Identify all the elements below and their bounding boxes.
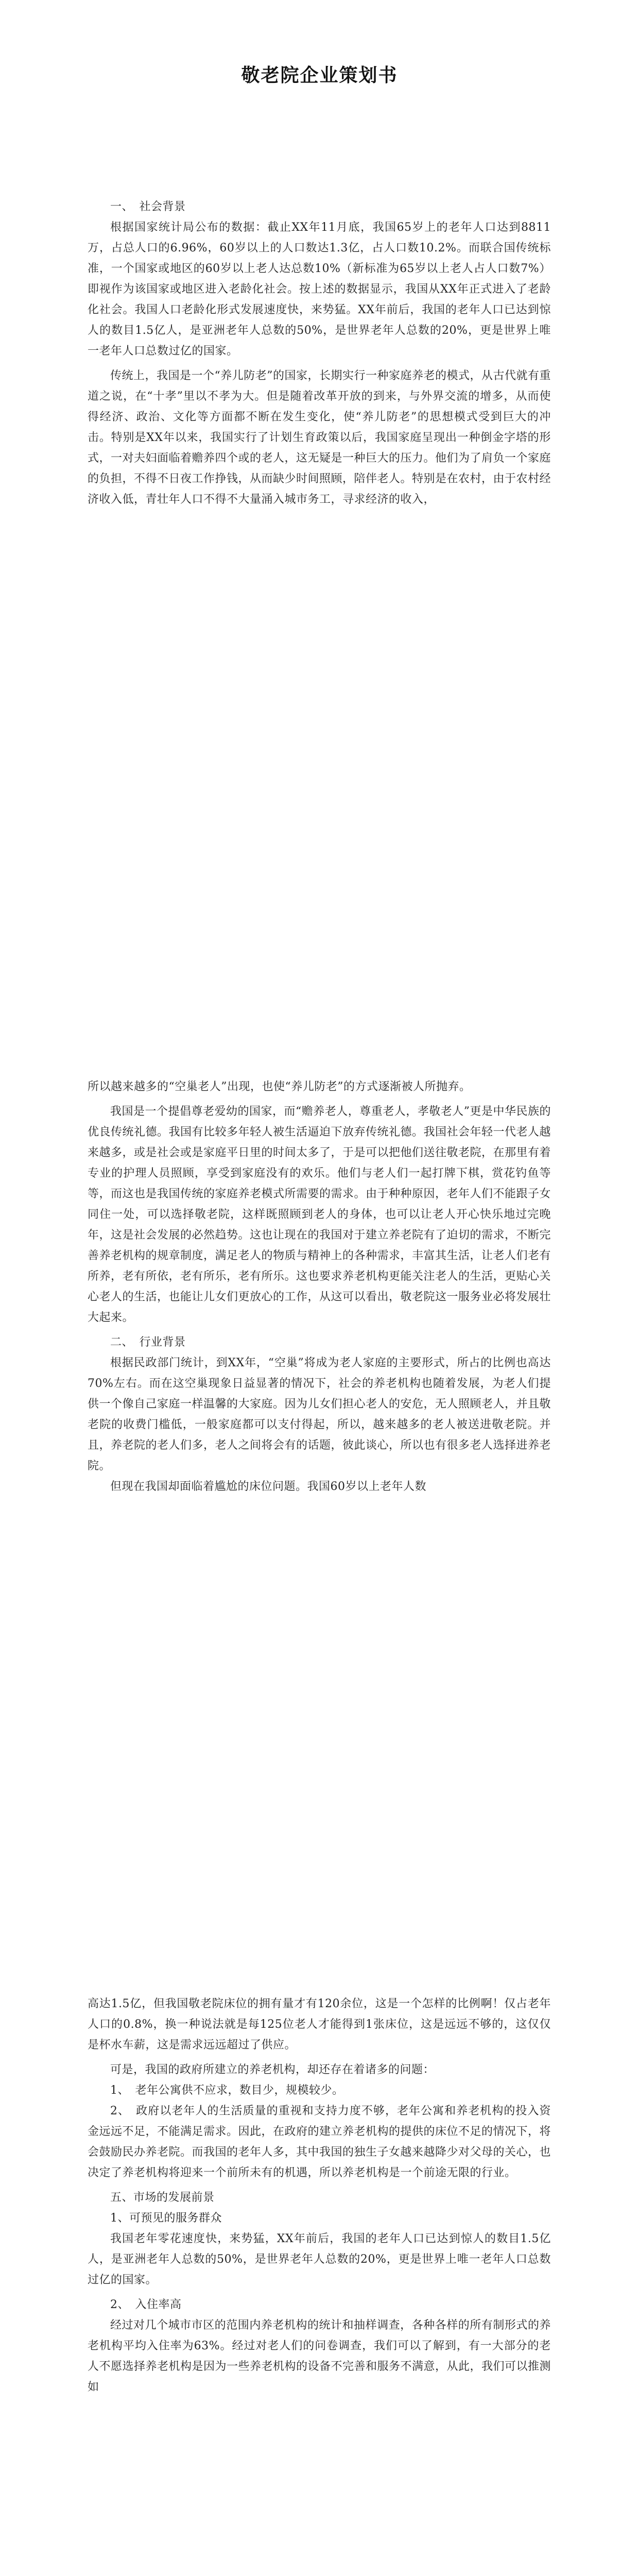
section-heading-market-prospects: 五、市场的发展前景 xyxy=(110,2191,215,2204)
paragraph-respect-elders: 我国是一个提倡尊老爱幼的国家，而“赡养老人，尊重老人，孝敬老人”更是中华民族的优良传统礼德。我国有比较多年轻人被生活逼迫下放弃传统礼德。我国社会年轻一代老人越来越多，或是社会或是家庭平日里的时间太多了，于是可以把他们送往敬老院，在那里有着专业的护理人员照顾，享受到家庭没有的欢乐。他们与老人们一起打牌下棋，赏花钓鱼等等，而这也是我国传统的家庭养老模式所需要的需求。由于种种原因，老年人们不能跟子女同住一处，可以选择敬老院，这样既照顾到老人的身体，也可以让老人开心快乐地过完晚年，这是社会发展的必然趋势。这也让现在的我国对于建立养老院有了迫切的需求，不断完善养老机构的规章制度，满足老人的物质与精神上的各种需求，丰富其生活，让老人们老有所养，老有所依，老有所乐，老有所乐。这也要求养老机构更能关注老人的生活，更贴心关心老人的生活，也能让儿女们更放心的工作，从这可以看出，敬老院这一服务业必将发展壮大起来。 xyxy=(88,1105,551,1324)
page-3-body xyxy=(88,1994,551,2398)
paragraph-elderly-population: 我国老年零花速度快，来势猛，XX年前后，我国的老年人口已达到惊人的数目1.5亿人，是亚洲老年人总数的50%，是世界老年人总数的20%，更是世界上唯一老年人口总数过亿的国家。 xyxy=(88,2232,551,2286)
paragraph-government-issues: 可是，我国的政府所建立的养老机构，却还存在着诸多的问题： xyxy=(110,2063,435,2076)
paragraph-bed-problem: 但现在我国却面临着尴尬的床位问题。我国60岁以上老年人数 xyxy=(110,1480,426,1493)
paragraph-statistics: 根据国家统计局公布的数据：截止XX年11月底，我国65岁上的老年人口达到8811万，占总人口的6.96%，60岁以上的人口数达1.3亿，占人口数10.2%。而联合国传统标准，一个国家或地区的60岁以上老人达总数10%（新标准为65岁以上老人占人口数7%）即视作为该国家或地区进入老龄化社会。按上述的数据显示，我国从XX年正式进入了老龄化社会。我国人口老龄化形式发展速度快，来势猛。XX年前后，我国的老年人口已达到惊人的数目1.5亿人，是亚洲老年人总数的50%，是世界老年人总数的20%，更是世界上唯一老年人口总数过亿的国家。 xyxy=(88,221,551,358)
paragraph-continuation-bed-ratio: 高达1.5亿，但我国敬老院床位的拥有量才有120余位，这是一个怎样的比例啊！仅占老年人口的0.8%，换一种说法就是每125位老人才能得到1张床位，这是远远不够的，这仅仅是杯水车薪，这是需求远远超过了供应。 xyxy=(88,1997,551,2052)
paragraph-tradition: 传统上，我国是一个“养儿防老”的国家，长期实行一种家庭养老的模式，从古代就有重道之说，在“十孝”里以不孝为大。但是随着改革开放的到来，与外界交流的增多，从而使得经济、政治、文化等方面都不断在发生变化，使“养儿防老”的思想模式受到巨大的冲击。特别是XX年以来，我国实行了计划生育政策以后，我国家庭呈现出一种倒金字塔的形式，一对夫妇面临着赡养四个或的老人，这无疑是一种巨大的压力。他们为了肩负一个家庭的负担，不得不日夜工作挣钱，从而缺少时间照顾，陪伴老人。特别是在农村，由于农村经济收入低，青壮年人口不得不大量涌入城市务工，寻求经济的收入， xyxy=(88,369,551,506)
paragraph-empty-nest-statistics: 根据民政部门统计，到XX年，“空巢”将成为老人家庭的主要形式，所占的比例也高达70%左右。而在这空巢现象日益显著的情况下，社会的养老机构也随着发展，为老人们提供一个像自己家庭一样温馨的大家庭。因为儿女们担心老人的安危，无人照顾老人，并且敬老院的收费门槛低，一般家庭都可以支付得起，所以，越来越多的老人被送进敬老院。并且，养老院的老人们多，老人之间将会有的话题，彼此谈心，所以也有很多老人选择进养老院。 xyxy=(88,1357,551,1472)
section-heading-industry-background: 二、 行业背景 xyxy=(110,1336,186,1349)
paragraph-occupancy-survey: 经过对几个城市市区的范围内养老机构的统计和抽样调查，各种各样的所有制形式的养老机构平均入住率为63%。经过对老人们的问卷调查，我们可以了解到，有一大部分的老人不愿选择养老机构是因为一些养老机构的设备不完善和服务不满意，从此，我们可以推测如 xyxy=(88,2319,551,2394)
page-2-body xyxy=(88,1077,551,1497)
paragraph-continuation-empty-nest: 所以越来越多的“空巢老人”出现，也使“养儿防老”的方式逐渐被人所抛弃。 xyxy=(88,1080,471,1093)
subheading-service-group: 1、可预见的服务群众 xyxy=(110,2212,222,2225)
section-heading-social-background: 一、 社会背景 xyxy=(110,200,186,213)
page-1-body xyxy=(88,197,551,510)
list-item-issue-2: 2、 政府以老年人的生活质量的重视和支持力度不够，老年公寓和养老机构的投入资金远远不足，不能满足需求。因此，在政府的建立养老机构的提供的床位不足的情况下，将会鼓励民办养老院。而我国的老年人多，其中我国的独生子女越来越降少对父母的关心，也决定了养老机构将迎来一个前所未有的机遇，所以养老机构是一个前途无限的行业。 xyxy=(88,2105,551,2179)
subheading-occupancy-rate: 2、 入住率高 xyxy=(110,2298,182,2311)
list-item-issue-1: 1、 老年公寓供不应求，数目少，规模较少。 xyxy=(110,2084,344,2097)
document-title: 敬老院企业策划书 xyxy=(241,64,398,86)
